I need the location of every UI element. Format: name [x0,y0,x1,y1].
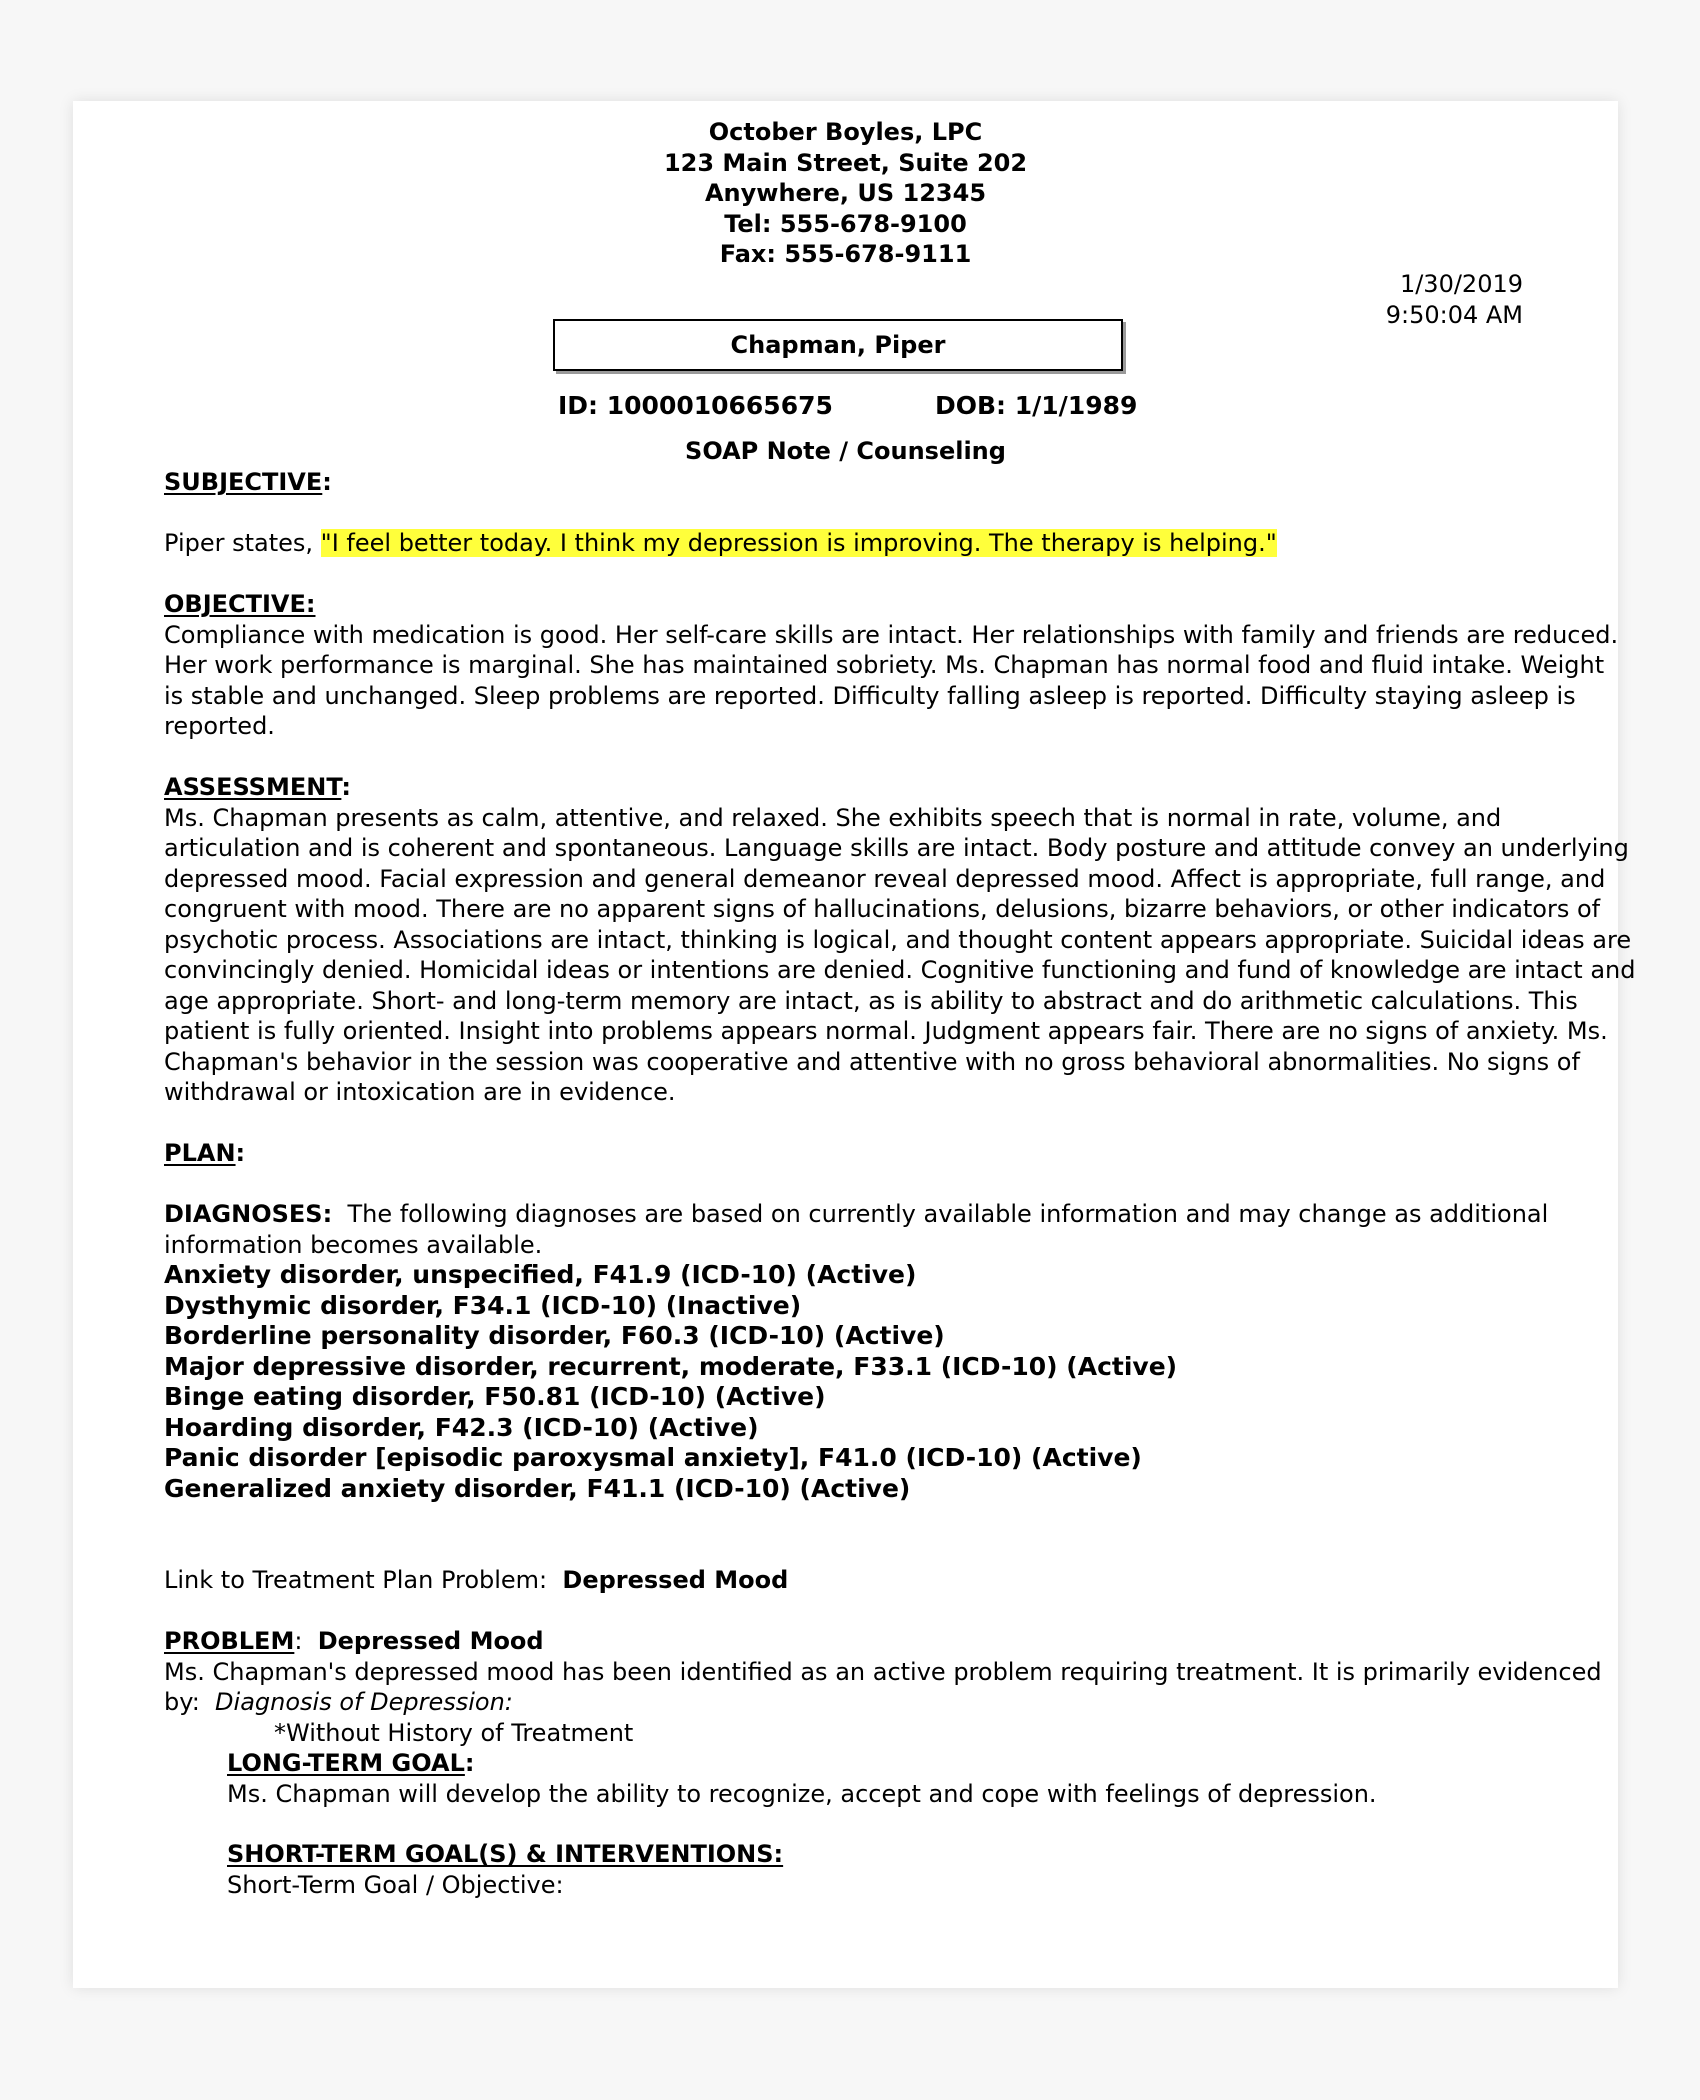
diagnosis-item: Anxiety disorder, unspecified, F41.9 (ICD-10) (Active) [164,1260,917,1289]
long-term-goal-heading: LONG-TERM GOAL: [227,1749,475,1777]
patient-id: ID: 1000010665675 [558,391,833,420]
paragraph-line: age appropriate. Short- and long-term memory are intact, as is ability to abstract and do arithmetic calculations. This [164,986,1578,1015]
problem-evidence: by: Diagnosis of Depression: [164,1688,513,1716]
assessment-heading: ASSESSMENT: [164,773,351,801]
phone-number: Tel: 555-678-9100 [724,209,967,238]
patient-name-box [553,319,1123,371]
diagnosis-item: Major depressive disorder, recurrent, moderate, F33.1 (ICD-10) (Active) [164,1351,1178,1381]
paragraph-line: Chapman's behavior in the session was cooperative and attentive with no gross behavioral abnormalities. No signs of [164,1047,1580,1076]
diagnosis-item: Binge eating disorder, F50.81 (ICD-10) (Active) [164,1382,826,1411]
paragraph-line: withdrawal or intoxication are in evidence. [164,1078,676,1106]
patient-name: Chapman, Piper [730,331,946,359]
diagnoses-section [164,1199,1614,1504]
paragraph-line: Ms. Chapman presents as calm, attentive, and relaxed. She exhibits speech that is normal in rate, volume, and [164,803,1502,832]
objective-heading: OBJECTIVE: [164,590,316,618]
link-value: Depressed Mood [562,1566,789,1594]
diagnosis-item: Generalized anxiety disorder, F41.1 (ICD-10) (Active) [164,1473,911,1503]
short-term-goals-section [227,1839,1677,1900]
note-time: 9:50:04 AM [1385,300,1523,329]
short-term-goals-heading: SHORT-TERM GOAL(S) & INTERVENTIONS: [227,1840,784,1868]
plan-heading: PLAN: [164,1139,246,1167]
paragraph-line: convincingly denied. Homicidal ideas or intentions are denied. Cognitive functioning and fund of knowledge are intact and [164,956,1636,984]
subjective-prefix: Piper states, [164,529,321,557]
treatment-plan-link [164,1565,1614,1596]
diagnosis-item: Borderline personality disorder, F60.3 (ICD-10) (Active) [164,1321,945,1350]
diagnosis-item: Hoarding disorder, F42.3 (ICD-10) (Active) [164,1412,759,1442]
subjective-heading: SUBJECTIVE: [164,468,332,496]
paragraph-line: patient is fully oriented. Insight into problems appears normal. Judgment appears fair. There are no signs of anxiety. Ms. [164,1017,1608,1045]
note-title: SOAP Note / Counseling [685,437,1006,465]
paragraph-line: Compliance with medication is good. Her self-care skills are intact. Her relationships with family and friends are reduced. [164,620,1619,649]
highlighted-quote: "I feel better today. I think my depression is improving. The therapy is helping." [320,529,1277,557]
address-line-2: Anywhere, US 12345 [704,179,987,207]
short-term-goal-label: Short-Term Goal / Objective: [227,1870,564,1899]
paragraph-line: reported. [164,712,275,740]
assessment-section [164,772,1636,1108]
paragraph-line: articulation and is coherent and spontaneous. Language skills are intact. Body posture and attitude convey an underlying [164,834,1629,862]
diagnoses-label: DIAGNOSES: [164,1200,333,1228]
problem-section [164,1626,1614,1748]
document-page [73,101,1636,1988]
problem-description: Ms. Chapman's depressed mood has been identified as an active problem requiring treatment. It is primarily evidenced [164,1657,1602,1686]
diagnosis-item: Panic disorder [episodic paroxysmal anxiety], F41.0 (ICD-10) (Active) [164,1443,1142,1472]
provider-name: October Boyles, LPC [708,118,983,146]
long-term-goal-text: Ms. Chapman will develop the ability to recognize, accept and cope with feelings of depression. [227,1779,1377,1808]
diagnoses-intro: DIAGNOSES: The following diagnoses are based on currently available information and may change as additional [164,1200,1549,1228]
problem-heading: PROBLEM: Depressed Mood [164,1627,544,1655]
long-term-goal-section [227,1748,1677,1809]
problem-sub-item: *Without History of Treatment [274,1718,634,1747]
fax-number: Fax: 555-678-9111 [719,240,972,268]
note-date: 1/30/2019 [1399,270,1523,298]
subjective-statement [164,528,1614,559]
link-label: Link to Treatment Plan Problem: [164,1566,563,1594]
subjective-label: SUBJECTIVE [164,468,323,496]
paragraph-line: congruent with mood. There are no apparent signs of hallucinations, delusions, bizarre behaviors, or other indicators of [164,895,1601,923]
paragraph-line: is stable and unchanged. Sleep problems are reported. Difficulty falling asleep is reported. Difficulty staying asleep is [164,681,1576,710]
paragraph-line: depressed mood. Facial expression and general demeanor reveal depressed mood. Affect is appropriate, full range, and [164,864,1606,893]
diagnoses-intro-continued: information becomes available. [164,1230,543,1259]
paragraph-line: psychotic process. Associations are intact, thinking is logical, and thought content appears appropriate. Suicidal ideas are [164,925,1632,954]
diagnosis-item: Dysthymic disorder, F34.1 (ICD-10) (Inactive) [164,1290,802,1320]
address-line-1: 123 Main Street, Suite 202 [663,148,1028,177]
objective-section [164,589,1619,742]
patient-dob: DOB: 1/1/1989 [935,391,1138,420]
paragraph-line: Her work performance is marginal. She has maintained sobriety. Ms. Chapman has normal food and fluid intake. Weight [164,651,1605,679]
